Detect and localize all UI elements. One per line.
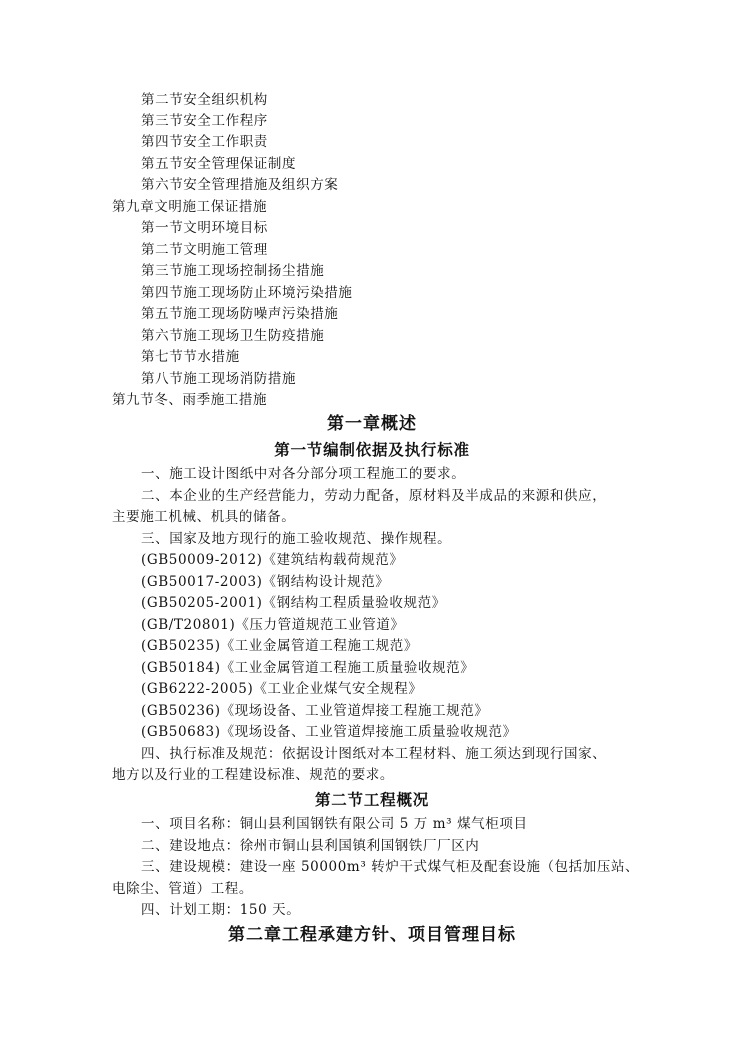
standard-item: (GB50683)《现场设备、工业管道焊接施工质量验收规范》 <box>141 724 517 740</box>
paragraph-cont: 主要施工机械、机具的储备。 <box>112 509 296 525</box>
paragraph: 二、本企业的生产经营能力，劳动力配备，原材料及半成品的来源和供应， <box>141 488 607 504</box>
standard-item: (GB50017-2003)《钢结构设计规范》 <box>141 574 390 590</box>
toc-item: 第四节施工现场防止环境污染措施 <box>141 285 353 301</box>
toc-item: 第三节安全工作程序 <box>141 113 268 129</box>
toc-item: 第五节安全管理保证制度 <box>141 156 297 172</box>
paragraph-cont: 地方以及行业的工程建设标准、规范的要求。 <box>112 767 394 783</box>
standard-item: (GB50205-2001)《钢结构工程质量验收规范》 <box>141 595 446 611</box>
standard-item: (GB50236)《现场设备、工业管道焊接工程施工规范》 <box>141 703 489 719</box>
toc-item: 第四节安全工作职责 <box>141 134 268 150</box>
paragraph: 四、执行标准及规范：依据设计图纸对本工程材料、施工须达到现行国家、 <box>141 746 607 762</box>
standard-item: (GB50009-2012)《建筑结构载荷规范》 <box>141 552 404 568</box>
toc-item: 第六节安全管理措施及组织方案 <box>141 177 339 193</box>
overview-line: 二、建设地点：徐州市铜山县利国镇利国钢铁厂厂区内 <box>141 838 480 854</box>
paragraph: 三、国家及地方现行的施工验收规范、操作规程。 <box>141 531 452 547</box>
section-title: 第一节编制依据及执行标准 <box>274 440 470 459</box>
toc-item: 第六节施工现场卫生防疫措施 <box>141 328 325 344</box>
toc-item: 第七节节水措施 <box>141 349 240 365</box>
overview-line: 四、计划工期：150 天。 <box>141 902 301 918</box>
overview-line: 一、项目名称：铜山县利国钢铁有限公司 5 万 m³ 煤气柜项目 <box>141 816 528 832</box>
toc-item: 第三节施工现场控制扬尘措施 <box>141 263 325 279</box>
toc-item: 第二节安全组织机构 <box>141 92 268 108</box>
chapter-title: 第二章工程承建方针、项目管理目标 <box>228 925 516 945</box>
toc-chapter: 第九章文明施工保证措施 <box>112 199 268 215</box>
chapter-title: 第一章概述 <box>327 414 417 434</box>
paragraph: 一、施工设计图纸中对各分部分项工程施工的要求。 <box>141 466 466 482</box>
overview-line: 三、建设规模：建设一座 50000m³ 转炉干式煤气柜及配套设施（包括加压站、 <box>141 859 640 875</box>
toc-item: 第八节施工现场消防措施 <box>141 371 297 387</box>
standard-item: (GB50235)《工业金属管道工程施工规范》 <box>141 638 418 654</box>
standard-item: (GB6222-2005)《工业企业煤气安全规程》 <box>141 681 423 697</box>
toc-item: 第二节文明施工管理 <box>141 242 268 258</box>
standard-item: (GB/T20801)《压力管道规范工业管道》 <box>141 617 405 633</box>
toc-item: 第五节施工现场防噪声污染措施 <box>141 306 339 322</box>
standard-item: (GB50184)《工业金属管道工程施工质量验收规范》 <box>141 660 475 676</box>
section-title: 第二节工程概况 <box>314 790 430 809</box>
overview-line-cont: 电除尘、管道）工程。 <box>112 881 253 897</box>
toc-item: 第九节冬、雨季施工措施 <box>112 392 268 408</box>
toc-item: 第一节文明环境目标 <box>141 220 268 236</box>
